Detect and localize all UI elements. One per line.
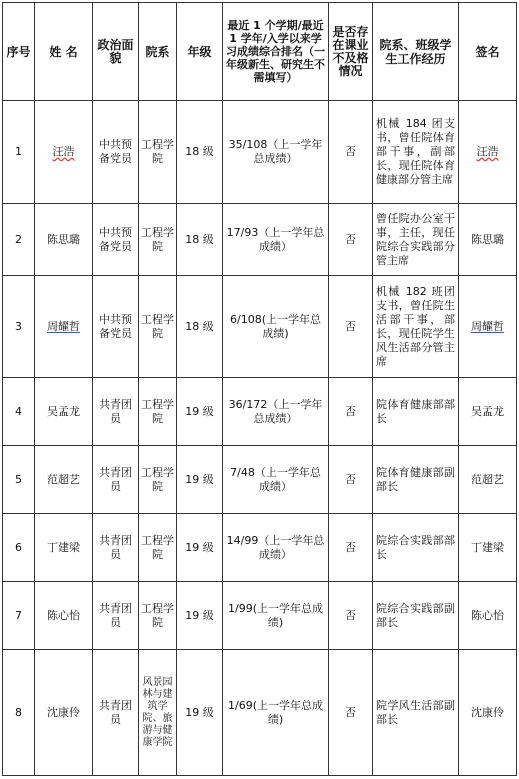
cell-no: 5 [3,446,35,514]
cell-fail: 否 [329,514,373,582]
cell-no: 8 [3,650,35,776]
cell-college: 工程学院 [139,101,177,204]
table-row [3,582,517,650]
cell-grade: 18 级 [177,101,223,204]
header-political: 政治面貌 [93,3,139,101]
cell-positions: 机械 182 班团支书，曾任院生活部干事，部长，现任院学生风生活部分管主席 [373,276,459,378]
cell-rank: 7/48（上一学年总成绩） [223,446,329,514]
table-row [3,446,517,514]
table-row [3,650,517,776]
cell-no: 7 [3,582,35,650]
cell-fail: 否 [329,446,373,514]
cell-grade: 19 级 [177,378,223,446]
cell-rank: 35/108（上一学年总成绩） [223,101,329,204]
cell-grade: 19 级 [177,514,223,582]
cell-positions: 机械 184 团支书，曾任院体育部干事，副部长，现任院体育健康部分管主席 [373,101,459,204]
cell-political: 中共预备党员 [93,101,139,204]
cell-sign: 陈思璐 [459,204,517,276]
cell-college: 风景园林与建筑学院、旅游与健康学院 [139,650,177,776]
cell-political: 共青团员 [93,582,139,650]
cell-fail: 否 [329,101,373,204]
header-college: 院系 [139,3,177,101]
cell-sign: 陈心怡 [459,582,517,650]
cell-fail: 否 [329,582,373,650]
cell-no: 2 [3,204,35,276]
cell-name: 汪浩 [35,101,93,204]
cell-sign: 汪浩 [459,101,517,204]
cell-positions: 院学风生活部副部长 [373,650,459,776]
cell-political: 共青团员 [93,514,139,582]
cell-college: 工程学院 [139,446,177,514]
cell-grade: 19 级 [177,446,223,514]
cell-college: 工程学院 [139,582,177,650]
cell-political: 共青团员 [93,650,139,776]
cell-name: 丁建梁 [35,514,93,582]
cell-sign: 丁建梁 [459,514,517,582]
cell-rank: 36/172（上一学年总成绩） [223,378,329,446]
cell-college: 工程学院 [139,514,177,582]
cell-fail: 否 [329,276,373,378]
table-row [3,276,517,378]
cell-political: 共青团员 [93,446,139,514]
cell-fail: 否 [329,378,373,446]
cell-college: 工程学院 [139,276,177,378]
cell-positions: 院综合实践部副部长 [373,582,459,650]
header-rank: 最近 1 个学期/最近 1 学年/入学以来学习成绩综合排名（一年级新生、研究生不需填写） [223,3,329,101]
header-fail: 是否存在课业不及格情况 [329,3,373,101]
header-name: 姓 名 [35,3,93,101]
cell-no: 6 [3,514,35,582]
cell-rank: 1/99(上一学年总成绩) [223,582,329,650]
cell-fail: 否 [329,650,373,776]
cell-positions: 院体育健康部部长 [373,378,459,446]
cell-grade: 19 级 [177,582,223,650]
cell-sign: 沈康伶 [459,650,517,776]
candidate-table [2,2,517,776]
cell-positions: 曾任院办公室干事，主任，现任院综合实践部分管主席 [373,204,459,276]
cell-rank: 14/99（上一学年总成绩） [223,514,329,582]
cell-college: 工程学院 [139,378,177,446]
table-row [3,514,517,582]
cell-positions: 院体育健康部副部长 [373,446,459,514]
table-row [3,204,517,276]
table-row [3,378,517,446]
cell-rank: 1/69(上一学年总成绩) [223,650,329,776]
cell-college: 工程学院 [139,204,177,276]
cell-political: 共青团员 [93,378,139,446]
cell-grade: 18 级 [177,204,223,276]
cell-grade: 19 级 [177,650,223,776]
cell-sign: 吴孟龙 [459,378,517,446]
cell-political: 中共预备党员 [93,204,139,276]
cell-name: 范超艺 [35,446,93,514]
cell-rank: 17/93（上一学年总成绩） [223,204,329,276]
cell-sign: 周耀哲 [459,276,517,378]
cell-positions: 院综合实践部部长 [373,514,459,582]
header-sign: 签名 [459,3,517,101]
cell-name: 周耀哲 [35,276,93,378]
header-no: 序号 [3,3,35,101]
cell-sign: 范超艺 [459,446,517,514]
cell-no: 3 [3,276,35,378]
cell-fail: 否 [329,204,373,276]
header-row [3,3,517,101]
header-positions: 院系、班级学生工作经历 [373,3,459,101]
cell-name: 沈康伶 [35,650,93,776]
cell-political: 中共预备党员 [93,276,139,378]
table-row [3,101,517,204]
cell-no: 1 [3,101,35,204]
cell-no: 4 [3,378,35,446]
cell-rank: 6/108(上一学年总成绩) [223,276,329,378]
header-grade: 年级 [177,3,223,101]
cell-grade: 18 级 [177,276,223,378]
cell-name: 陈心怡 [35,582,93,650]
cell-name: 吴孟龙 [35,378,93,446]
cell-name: 陈思璐 [35,204,93,276]
